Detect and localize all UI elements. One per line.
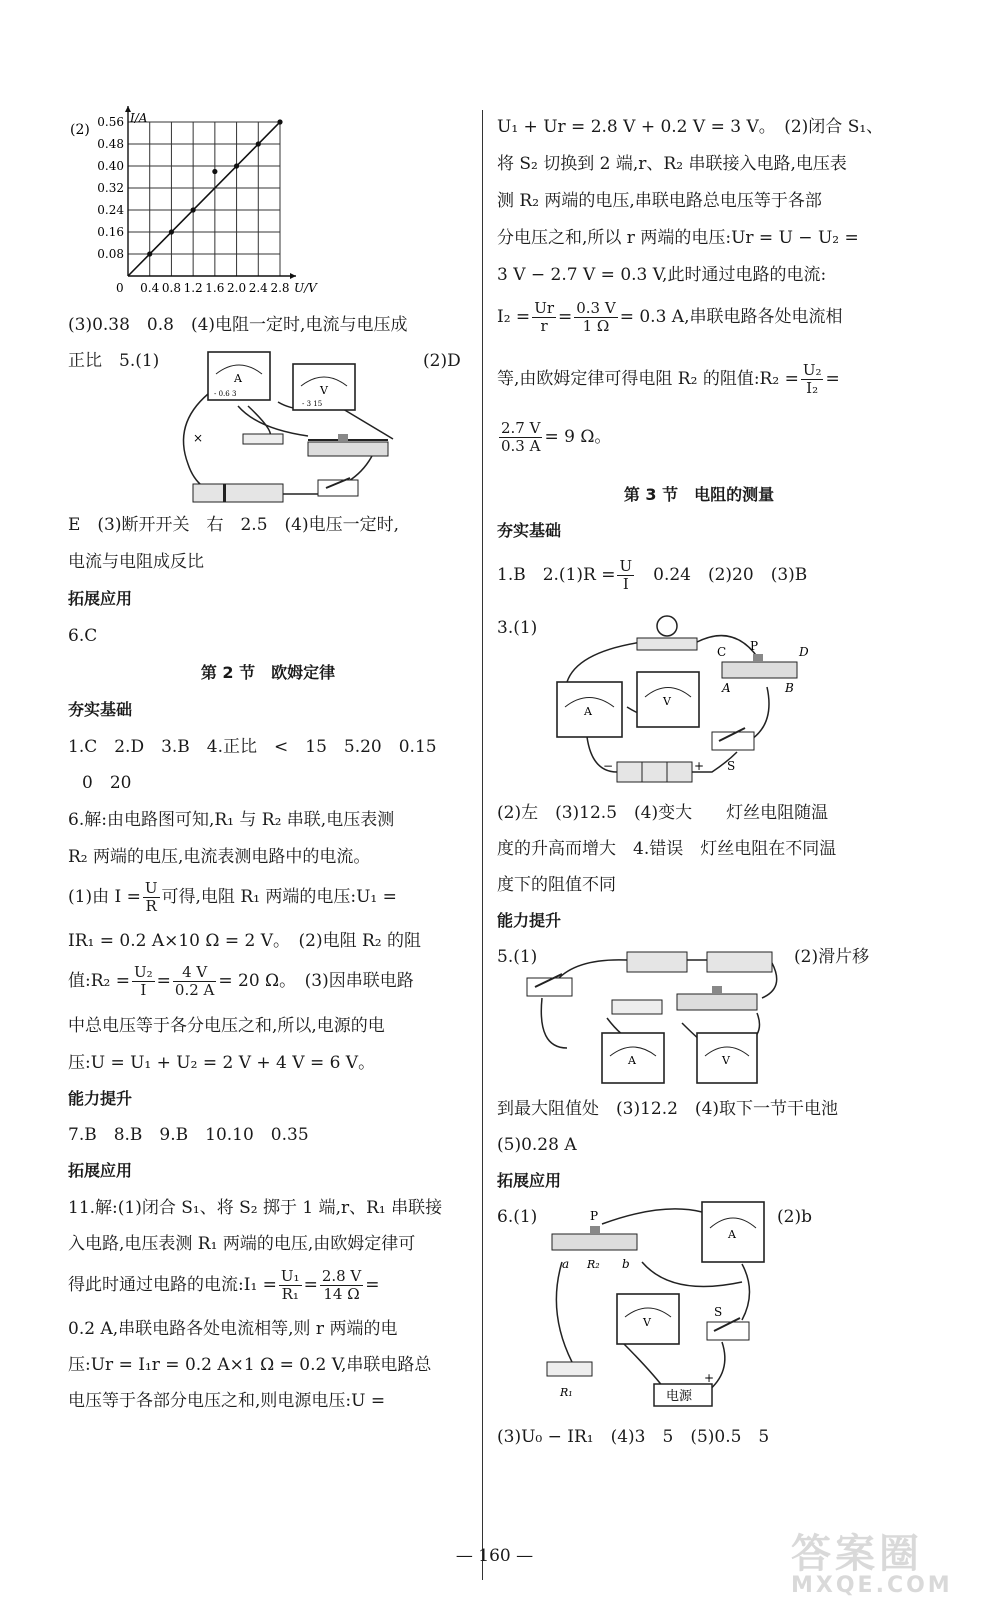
data-point — [212, 169, 217, 174]
answer-line: 6.(1) — [497, 1207, 538, 1227]
denominator: 0.2 A — [174, 981, 215, 999]
section-heading: 夯实基础 — [497, 521, 562, 540]
answer-line: 6.C — [68, 626, 98, 646]
y-tick-label: 0.48 — [97, 137, 124, 151]
answer-line: 分电压之和,所以 r 两端的电压:Ur = U − U₂ = — [497, 228, 859, 248]
y-tick-label: 0.56 — [97, 115, 124, 129]
section-heading: 能力提升 — [497, 911, 562, 930]
lamp — [637, 616, 697, 650]
fraction — [320, 1268, 363, 1303]
denominator: 1 Ω — [582, 317, 610, 335]
label-b: b — [622, 1257, 630, 1271]
x-tick-label: 2.4 — [248, 281, 268, 295]
answer-line: (2)滑片移 — [794, 947, 870, 967]
fraction — [617, 558, 634, 593]
graph-label: (2) — [70, 122, 90, 138]
y-tick-label: 0.16 — [97, 225, 124, 239]
answer-line: (3)U₀ − IR₁ (4)3 5 (5)0.5 5 — [497, 1427, 770, 1447]
fraction — [279, 1268, 302, 1303]
answer-line: 0.2 A,串联电路各处电流相等,则 r 两端的电 — [68, 1319, 398, 1339]
resistor — [243, 434, 283, 444]
formula-line — [68, 964, 414, 999]
battery-cell-2 — [707, 952, 772, 972]
denominator: r — [540, 317, 548, 335]
answer-line: 11.解:(1)闭合 S₁、将 S₂ 掷于 1 端,r、R₁ 串联接 — [68, 1198, 443, 1218]
voltmeter-letter: V — [643, 1316, 651, 1329]
fraction — [173, 964, 216, 999]
section-heading: 能力提升 — [68, 1089, 133, 1108]
text: = — [303, 1275, 318, 1295]
rheostat — [308, 434, 388, 456]
text: = — [156, 971, 171, 991]
text: 等,由欧姆定律可得电阻 R₂ 的阻值:R₂ = — [497, 369, 799, 389]
answer-line: 压:Ur = I₁r = 0.2 A×1 Ω = 0.2 V,串联电路总 — [68, 1355, 432, 1375]
answer-line: 7.B 8.B 9.B 10.10 0.35 — [68, 1125, 309, 1145]
numerator: 4 V — [173, 964, 216, 982]
section-title: 第 2 节 欧姆定律 — [200, 663, 336, 682]
formula-line — [497, 300, 843, 335]
fraction — [499, 420, 542, 455]
plus-sign: + — [694, 759, 705, 773]
answer-line: (2)b — [777, 1207, 812, 1227]
voltmeter — [637, 672, 699, 727]
answer-line: 压:U = U₁ + U₂ = 2 V + 4 V = 6 V。 — [68, 1053, 376, 1073]
denominator: 14 Ω — [323, 1285, 360, 1303]
text: = — [365, 1275, 380, 1295]
denominator: R₁ — [281, 1285, 299, 1303]
answer-line: (2)左 (3)12.5 (4)变大 灯丝电阻随温 — [497, 803, 829, 823]
label-S: S — [727, 759, 736, 773]
watermark-en: MXQE.COM — [791, 1573, 953, 1598]
y-tick-label: 0.24 — [97, 203, 124, 217]
data-point — [147, 251, 152, 256]
answer-line: 度下的阻值不同 — [497, 875, 616, 895]
answer-line: 5.(1) — [497, 947, 538, 967]
answer-line: 6.解:由电路图可知,R₁ 与 R₂ 串联,电压表测 — [68, 810, 395, 830]
label-S: S — [714, 1305, 723, 1319]
text: I₂ = — [497, 307, 531, 327]
answer-line: 度的升高而增大 4.错误 灯丝电阻在不同温 — [497, 839, 837, 859]
data-point — [169, 229, 174, 234]
power-source — [654, 1371, 714, 1406]
x-tick-label: 0.8 — [161, 281, 181, 295]
y-tick-label: 0.40 — [97, 159, 124, 173]
x-tick-label: 1.2 — [183, 281, 203, 295]
text: 0.24 (2)20 (3)B — [636, 565, 808, 585]
label-R2: R₂ — [587, 1258, 600, 1271]
i-u-graph — [68, 112, 328, 302]
battery-cell-1 — [627, 952, 687, 972]
watermark-logo — [791, 1522, 971, 1598]
text: 1.B 2.(1)R = — [497, 565, 616, 585]
circuit-diagram-3 — [517, 938, 787, 1088]
switch — [527, 974, 572, 996]
rheostat — [677, 986, 757, 1010]
numerator: U₁ — [280, 1267, 300, 1285]
ammeter-letter: A — [234, 372, 242, 385]
ammeter-letter: A — [628, 1054, 636, 1067]
switch — [707, 1305, 749, 1340]
answer-line: 0 20 — [82, 773, 132, 793]
data-point — [277, 119, 282, 124]
answer-line: 电压等于各部分电压之和,则电源电压:U = — [68, 1391, 386, 1411]
rheostat — [552, 1209, 637, 1271]
numerator: Ur — [534, 299, 554, 317]
ammeter — [208, 352, 270, 400]
numerator: U — [619, 557, 633, 575]
fraction — [532, 300, 556, 335]
switch — [712, 728, 754, 773]
ammeter — [557, 682, 622, 737]
section-heading: 拓展应用 — [68, 1161, 133, 1180]
denominator: R — [145, 897, 157, 915]
formula-line — [68, 880, 397, 915]
text: 可得,电阻 R₁ 两端的电压:U₁ = — [161, 887, 397, 907]
circuit-diagram-2 — [537, 612, 837, 792]
answer-line: 1.C 2.D 3.B 4.正比 < 15 5.20 0.15 — [68, 737, 437, 757]
answer-line: IR₁ = 0.2 A×10 Ω = 2 V。 (2)电阻 R₂ 的阻 — [68, 931, 422, 951]
text: = — [825, 369, 840, 389]
numerator: 0.3 V — [576, 299, 616, 317]
y-tick-label: 0.08 — [97, 247, 124, 261]
answer-line: 3.(1) — [497, 618, 538, 638]
answer-line: 电流与电阻成反比 — [68, 552, 204, 572]
voltmeter-letter: V — [320, 384, 328, 397]
y-axis-label: I/A — [130, 111, 148, 125]
ammeter-letter: A — [584, 705, 592, 718]
denominator: 0.3 A — [501, 437, 541, 455]
voltmeter — [617, 1294, 679, 1344]
text: = 20 Ω。 (3)因串联电路 — [218, 971, 414, 991]
cross-mark: × — [193, 431, 204, 445]
formula-line — [68, 1268, 380, 1303]
voltmeter — [293, 364, 355, 410]
formula-line — [497, 362, 840, 397]
plus-sign: + — [704, 1371, 715, 1385]
label-a: a — [562, 1257, 570, 1271]
x-tick-label: 0.4 — [140, 281, 160, 295]
fraction — [801, 362, 824, 397]
answer-line: 正比 5.(1) — [68, 351, 160, 371]
rheostat — [717, 639, 809, 695]
denominator: I — [622, 575, 629, 593]
ammeter — [702, 1202, 764, 1262]
battery — [193, 484, 283, 502]
answer-line: (2)D — [423, 351, 461, 371]
fixed-resistor — [547, 1362, 592, 1399]
label-C: C — [717, 645, 727, 659]
answer-line: (5)0.28 A — [497, 1135, 577, 1155]
data-point — [234, 163, 239, 168]
x-axis-arrow — [290, 273, 296, 279]
answer-line: 测 R₂ 两端的电压,串联电路总电压等于各部 — [497, 191, 822, 211]
text: (1)由 I = — [68, 887, 141, 907]
numerator: U₂ — [134, 963, 153, 981]
x-axis-label: U/V — [294, 281, 317, 295]
formula-line — [497, 420, 611, 455]
numerator: U₂ — [802, 361, 822, 379]
graph-origin: 0 — [116, 281, 124, 295]
answer-line: U₁ + Ur = 2.8 V + 0.2 V = 3 V。 (2)闭合 S₁、 — [497, 117, 884, 137]
minus-sign: − — [603, 759, 614, 773]
ammeter-letter: A — [728, 1228, 736, 1241]
battery — [603, 759, 704, 782]
text: = 0.3 A,串联电路各处电流相 — [619, 307, 843, 327]
formula-line — [497, 558, 807, 593]
voltmeter-scale: - 3 15 — [302, 400, 323, 408]
text: = — [558, 307, 573, 327]
section-title: 第 3 节 电阻的测量 — [623, 485, 775, 504]
y-tick-label: 0.32 — [97, 181, 124, 195]
page-number: — 160 — — [455, 1546, 534, 1566]
answer-line: 3 V − 2.7 V = 0.3 V,此时通过电路的电流: — [497, 265, 827, 285]
label-B: B — [785, 681, 794, 695]
answer-line: 到最大阻值处 (3)12.2 (4)取下一节干电池 — [497, 1099, 839, 1119]
voltmeter-letter: V — [722, 1054, 730, 1067]
answer-line: 将 S₂ 切换到 2 端,r、R₂ 串联接入电路,电压表 — [497, 154, 847, 174]
x-tick-label: 2.0 — [227, 281, 247, 295]
circuit-diagram-4 — [542, 1202, 772, 1407]
section-heading: 拓展应用 — [497, 1171, 562, 1190]
label-P: P — [750, 639, 759, 653]
numerator: 2.8 V — [321, 1267, 362, 1285]
text: 得此时通过电路的电流:I₁ = — [68, 1275, 277, 1295]
denominator: I — [140, 981, 147, 999]
denominator: I₂ — [806, 379, 819, 397]
answer-line: E (3)断开开关 右 2.5 (4)电压一定时, — [68, 515, 400, 535]
fraction — [574, 300, 617, 335]
fraction — [132, 964, 155, 999]
resistor — [612, 1000, 662, 1014]
text: 值:R₂ = — [68, 971, 130, 991]
voltmeter — [697, 1033, 757, 1083]
column-divider — [482, 110, 483, 1580]
label-A: A — [722, 681, 731, 695]
watermark-cn: 答案圈 — [791, 1531, 923, 1577]
numerator: U — [144, 879, 158, 897]
ammeter-scale: - 0.6 3 — [214, 390, 237, 398]
section-heading: 夯实基础 — [68, 700, 133, 719]
section-heading: 拓展应用 — [68, 589, 133, 608]
answer-line: (3)0.38 0.8 (4)电阻一定时,电流与电压成 — [68, 315, 408, 335]
numerator: 2.7 V — [501, 419, 541, 437]
text: = 9 Ω。 — [544, 427, 612, 447]
ammeter — [602, 1033, 664, 1083]
circuit-diagram-1 — [168, 344, 428, 504]
x-tick-label: 2.8 — [270, 281, 290, 295]
graph-points — [128, 119, 283, 276]
x-tick-label: 1.6 — [205, 281, 225, 295]
answer-line: R₂ 两端的电压,电流表测电路中的电流。 — [68, 847, 371, 867]
answer-line: 中总电压等于各分电压之和,所以,电源的电 — [68, 1016, 385, 1036]
answer-line: 入电路,电压表测 R₁ 两端的电压,由欧姆定律可 — [68, 1234, 416, 1254]
data-point — [191, 207, 196, 212]
data-point — [256, 141, 261, 146]
source-label: 电源 — [666, 1389, 693, 1404]
switch — [318, 478, 358, 496]
label-R1: R₁ — [560, 1386, 573, 1399]
fraction — [143, 880, 160, 915]
label-P: P — [590, 1209, 599, 1223]
voltmeter-letter: V — [663, 695, 671, 708]
label-D: D — [799, 645, 809, 659]
